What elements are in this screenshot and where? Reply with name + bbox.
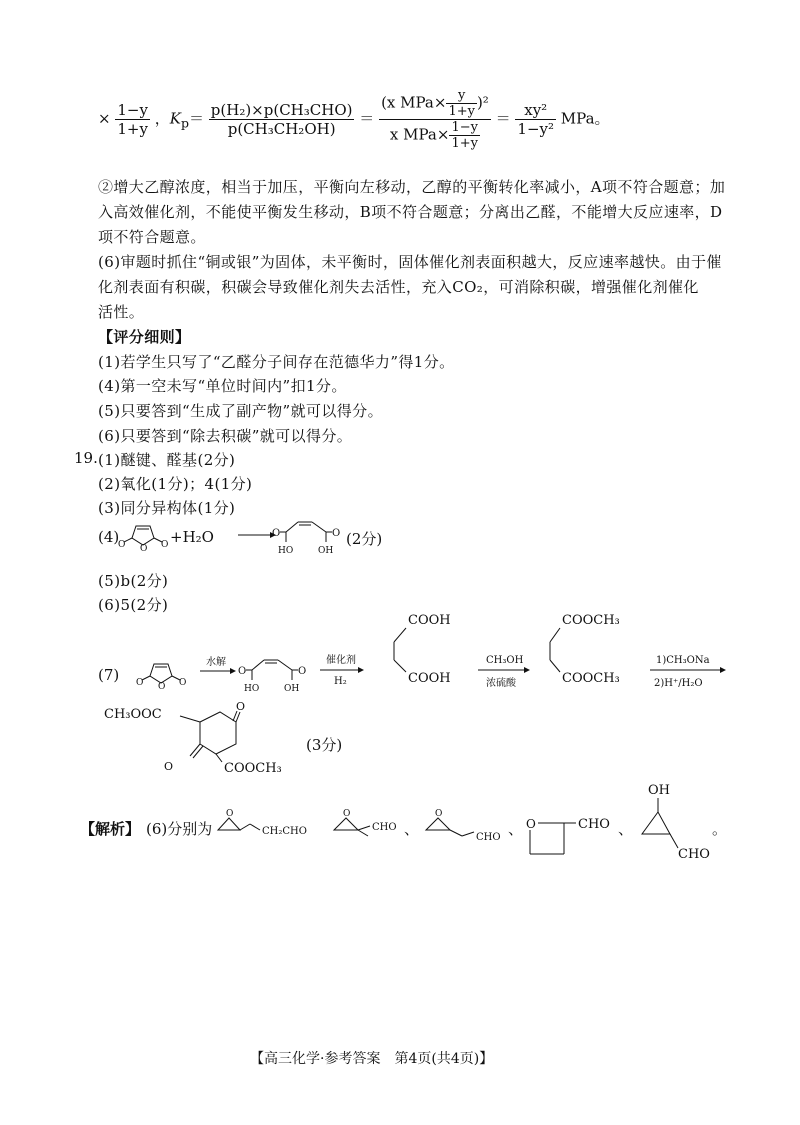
svg-text:H₂: H₂ — [334, 676, 347, 687]
svg-text:O: O — [179, 678, 187, 688]
kp-fraction-1: $\frac{\text{p(H₂)×p(CH₃CHO)}}{\text{p(CH₃CH₂OH)}}$ — [210, 101, 353, 138]
svg-text:O: O — [140, 544, 148, 554]
svg-text:O: O — [343, 809, 351, 819]
para2-line-3: 活性。 — [98, 303, 145, 321]
analysis-label: 【解析】 — [80, 820, 141, 838]
para2-line-2: 化剂表面有积碳，积碳会导致催化剂失去活性，充入CO₂，可消除积碳，增强催化剂催化 — [98, 278, 699, 296]
svg-text:O: O — [435, 809, 443, 819]
maleic-anhydride-structure — [118, 518, 168, 556]
pre-fraction: $\frac{1-y}{1+y}$ — [117, 101, 148, 138]
svg-text:O: O — [272, 528, 281, 539]
q19-number: 19. — [74, 449, 98, 467]
svg-text:CH₂CHO: CH₂CHO — [262, 826, 307, 837]
svg-text:1)CH₃ONa: 1)CH₃ONa — [656, 655, 710, 666]
svg-text:OH: OH — [284, 684, 300, 694]
kp-equation: × $\frac{1-y}{1+y}$ ，$K_p=$ $\frac{\text{p(H₂)×p(CH₃CHO)}}{\text{p(CH₃CH₂OH)}}$ ＝ (x MPa× $\frac{y}{1+y}$ )² x MPa× $\frac{1-y}{1+y}$ ＝ $\frac{\text{xy²}}{\text{1−y²}}$ MPa。 — [98, 88, 610, 151]
svg-text:OH: OH — [648, 783, 670, 798]
analysis-end: 。 — [712, 820, 728, 838]
q19-answer-1: (1)醚键、醛基(2分) — [98, 451, 236, 469]
scheme-arrow-condensation — [650, 652, 726, 700]
q19-answer-4-score: (2分) — [346, 530, 383, 548]
svg-text:O: O — [332, 528, 341, 539]
svg-text:CHO: CHO — [372, 822, 397, 833]
maleic-acid-structure — [272, 512, 350, 560]
rubric-item-6: (6)只要答到“除去积碳”就可以得分。 — [98, 427, 353, 445]
kp-fraction-2: (x MPa× $\frac{y}{1+y}$ )² x MPa× $\frac{1-y}{1+y}$ — [381, 88, 489, 151]
para1-line-1: ②增大乙醇浓度，相当于加压，平衡向左移动，乙醇的平衡转化率减小，A项不符合题意；加 — [98, 178, 726, 196]
svg-text:O: O — [161, 540, 169, 550]
svg-text:催化剂: 催化剂 — [326, 655, 356, 666]
isomer-2-structure — [328, 806, 408, 846]
scheme-maleic-anhydride — [136, 656, 186, 694]
scheme-arrow-esterification — [478, 652, 530, 700]
svg-text:O: O — [298, 666, 307, 677]
water-reactant: +H₂O — [170, 528, 214, 546]
svg-text:COOH: COOH — [408, 613, 451, 628]
analysis-sep-3: 、 — [618, 820, 634, 838]
svg-text:CHO: CHO — [476, 832, 501, 843]
svg-text:CHO: CHO — [578, 817, 610, 832]
rubric-item-5: (5)只要答到“生成了副产物”就可以得分。 — [98, 402, 383, 420]
reaction-arrow-4 — [238, 528, 276, 546]
svg-text:O: O — [236, 700, 246, 713]
svg-text:HO: HO — [244, 684, 260, 694]
scheme-product-diketone — [104, 700, 334, 782]
q19-answer-7-label: (7) — [98, 666, 120, 684]
svg-text:O: O — [164, 760, 174, 773]
analysis-text: (6)分别为 — [146, 820, 213, 838]
q19-answer-7-score: (3分) — [306, 736, 343, 754]
scheme-succinic-acid — [380, 608, 470, 694]
q19-answer-4-label: (4) — [98, 528, 120, 546]
q19-answer-3: (3)同分异构体(1分) — [98, 499, 236, 517]
para1-line-3: 项不符合题意。 — [98, 228, 206, 246]
q19-answer-2: (2)氧化(1分)；4(1分) — [98, 475, 253, 493]
svg-text:COOCH₃: COOCH₃ — [562, 613, 620, 628]
para2-line-1: (6)审题时抓住“铜或银”为固体，未平衡时，固体催化剂表面积越大，反应速率越快。由于催 — [98, 253, 722, 271]
isomer-1-structure — [216, 806, 326, 846]
scheme-arrow-hydrogenation — [320, 652, 364, 696]
page-footer: 【高三化学·参考答案 第4页(共4页)】 — [250, 1051, 494, 1067]
svg-text:水解: 水解 — [206, 657, 226, 668]
svg-text:O: O — [226, 809, 234, 819]
svg-text:浓硫酸: 浓硫酸 — [486, 678, 516, 689]
svg-text:COOH: COOH — [408, 671, 451, 686]
rubric-title: 【评分细则】 — [98, 328, 191, 346]
isomer-4-oxetane-structure — [522, 806, 622, 866]
isomer-5-cyclopropane-structure — [632, 778, 722, 872]
analysis-sep-2: 、 — [508, 820, 524, 838]
para1-line-2: 入高效催化剂，不能使平衡发生移动，B项不符合题意；分离出乙醛，不能增大反应速率，D — [98, 203, 723, 221]
rubric-item-1: (1)若学生只写了“乙醛分子间存在范德华力”得1分。 — [98, 353, 455, 371]
q19-answer-6: (6)5(2分) — [98, 596, 169, 614]
isomer-3-structure — [420, 806, 500, 850]
svg-text:O: O — [158, 682, 166, 692]
svg-text:COOCH₃: COOCH₃ — [562, 671, 620, 686]
svg-text:CHO: CHO — [678, 847, 710, 862]
scheme-dimethyl-succinate — [540, 608, 650, 694]
kp-fraction-3: $\frac{\text{xy²}}{\text{1−y²}}$ — [517, 101, 555, 138]
svg-text:2)H⁺/H₂O: 2)H⁺/H₂O — [654, 678, 703, 689]
scheme-maleic-acid — [238, 650, 316, 698]
analysis-sep-1: 、 — [404, 820, 420, 838]
q19-answer-5: (5)b(2分) — [98, 572, 169, 590]
svg-text:O: O — [238, 666, 247, 677]
svg-text:O: O — [136, 678, 144, 688]
svg-text:COOCH₃: COOCH₃ — [224, 761, 282, 776]
svg-text:CH₃OOC: CH₃OOC — [104, 707, 162, 722]
svg-text:OH: OH — [318, 546, 334, 556]
svg-text:HO: HO — [278, 546, 294, 556]
rubric-item-4: (4)第一空未写“单位时间内”扣1分。 — [98, 377, 347, 395]
svg-text:O: O — [118, 540, 126, 550]
svg-text:O: O — [526, 817, 536, 831]
svg-text:CH₃OH: CH₃OH — [486, 655, 524, 666]
scheme-arrow-hydrolysis — [200, 655, 236, 689]
